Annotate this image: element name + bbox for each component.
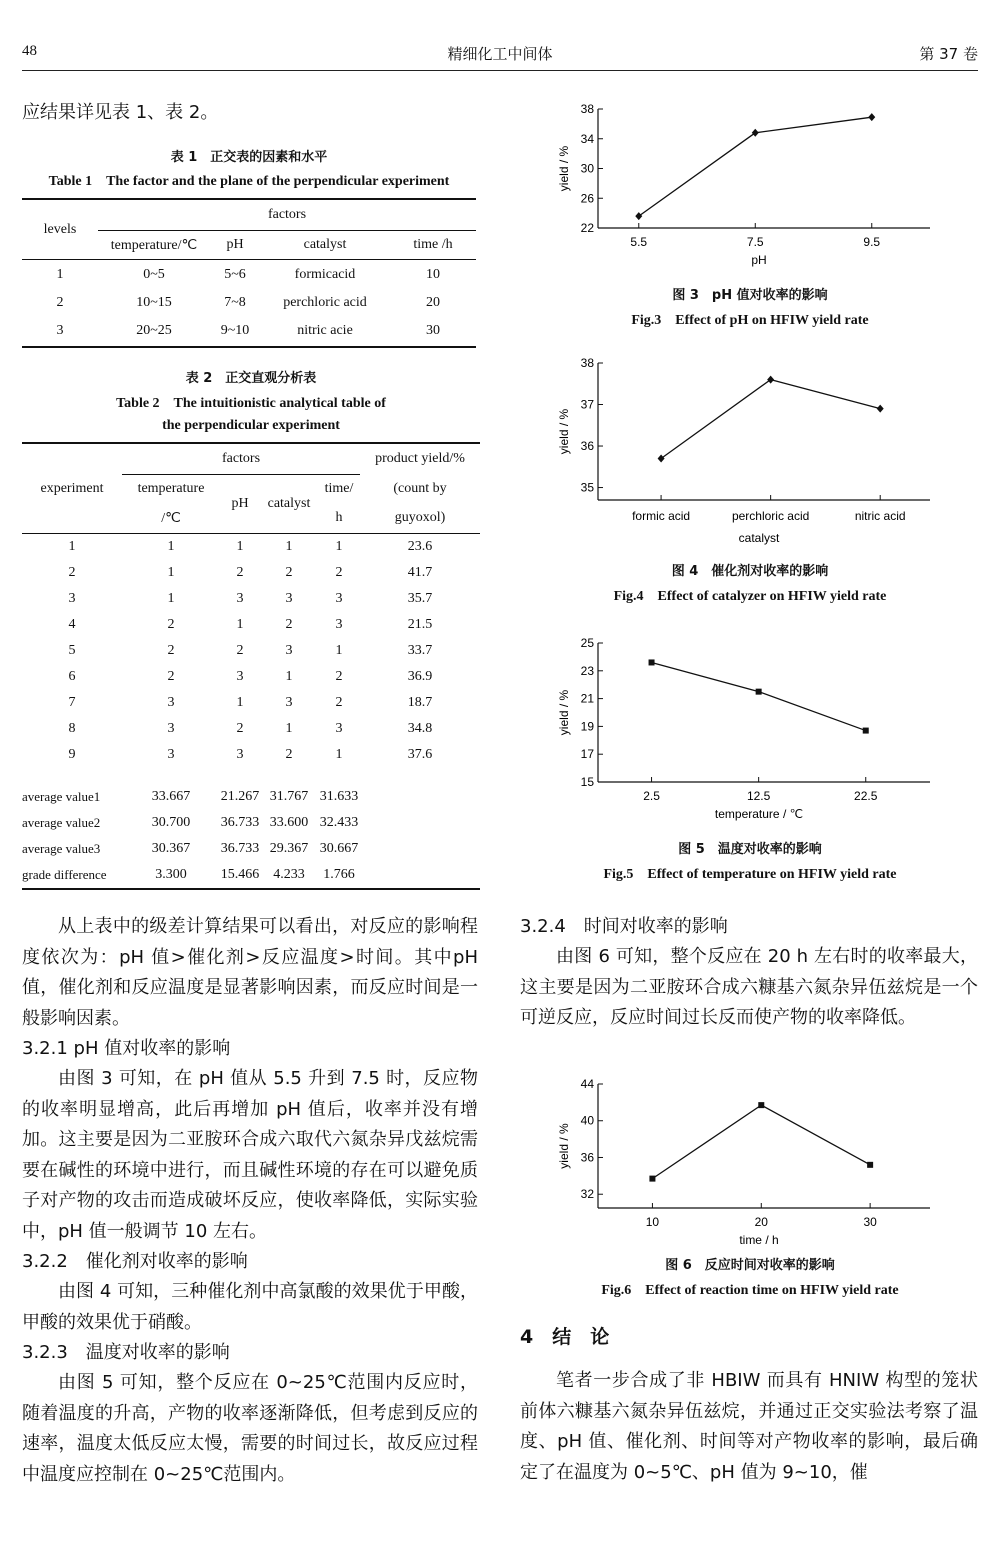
data-point <box>649 1176 655 1182</box>
table2-catalyst-header: catalyst <box>267 496 311 511</box>
table-cell: 1 <box>167 565 175 580</box>
table2-caption-cn: 表 2 正交直观分析表 <box>185 371 317 386</box>
y-tick-label: 26 <box>580 191 594 206</box>
y-tick-label: 44 <box>580 1077 594 1091</box>
data-point <box>868 113 875 121</box>
table-cell: 1 <box>56 267 64 282</box>
y-tick-label: 15 <box>580 775 594 789</box>
table-cell: 33.600 <box>269 815 309 830</box>
x-axis-label: pH <box>751 253 767 267</box>
table-row <box>22 716 480 742</box>
table-cell: 1 <box>236 539 244 554</box>
y-tick-label: 36 <box>580 439 594 454</box>
section-heading-3-2-4: 3.2.4 时间对收率的影响 <box>520 916 728 937</box>
table2-caption-en-2: the perpendicular experiment <box>162 418 340 433</box>
table-cell: 3.300 <box>155 867 187 882</box>
fig3-chart <box>520 100 980 275</box>
table2-ph-header: pH <box>231 496 249 511</box>
table-cell: 2 <box>236 643 244 658</box>
table-cell: perchloric acid <box>283 295 367 310</box>
table2-yield-header-1: product yield/% <box>375 451 465 467</box>
left-column-text <box>22 912 478 1490</box>
table-cell: 41.7 <box>407 565 433 580</box>
y-axis-label: yield / % <box>557 1123 571 1169</box>
table2-body <box>22 534 480 769</box>
y-tick-label: 37 <box>580 397 594 412</box>
table-cell: 1 <box>335 747 343 762</box>
data-point <box>658 454 665 462</box>
table-row <box>22 534 480 561</box>
table-cell: 2 <box>335 565 343 580</box>
x-tick-label: 5.5 <box>630 235 648 249</box>
section-heading-4: 4 结 论 <box>520 1326 610 1348</box>
table-cell: 32.433 <box>319 815 359 830</box>
x-axis-label: time / h <box>739 1233 779 1247</box>
table-cell: 2 <box>285 747 293 762</box>
table-cell: grade difference <box>22 867 107 882</box>
table-row <box>22 316 476 347</box>
table1-col-catalyst: catalyst <box>303 237 347 252</box>
table2-factors-header: factors <box>122 443 360 475</box>
summary-row <box>22 862 480 889</box>
table-cell: 3 <box>335 721 343 736</box>
fig6-caption-en: Fig.6 Effect of reaction time on HFIW yield rate <box>601 1283 899 1298</box>
table-cell: 3 <box>68 591 76 606</box>
table-cell: 3 <box>236 591 244 606</box>
table-cell: 3 <box>236 669 244 684</box>
table-cell: 2 <box>68 565 76 580</box>
table2-time-header-1: time/ <box>324 481 354 496</box>
table-cell: 37.6 <box>407 747 433 762</box>
table-cell: 3 <box>236 747 244 762</box>
data-point <box>635 212 642 220</box>
x-axis-label: catalyst <box>738 531 780 545</box>
table1-col-temperature: temperature/℃ <box>110 237 198 253</box>
fig4-caption-en: Fig.4 Effect of catalyzer on HFIW yield rate <box>613 589 887 604</box>
section-heading-3-2-2: 3.2.2 催化剂对收率的影响 <box>22 1251 248 1272</box>
page-number: 48 <box>22 43 37 59</box>
table-cell: 36.9 <box>407 669 433 684</box>
x-axis-label: temperature / ℃ <box>714 807 804 821</box>
data-point <box>756 689 762 695</box>
table-cell: 20~25 <box>136 323 172 338</box>
x-tick-label: 9.5 <box>863 235 881 249</box>
table-row <box>22 290 476 316</box>
table1-caption-en: Table 1 The factor and the plane of the perpendicular experiment <box>48 174 450 189</box>
table-cell: 3 <box>335 591 343 606</box>
table-cell: 30 <box>426 323 440 338</box>
table-cell: 36.733 <box>220 815 260 830</box>
table-cell: 1 <box>285 721 293 736</box>
table-cell: 2 <box>167 643 175 658</box>
y-tick-label: 40 <box>580 1113 594 1128</box>
y-tick-label: 36 <box>580 1150 594 1165</box>
section-heading-3-2-1: 3.2.1 pH 值对收率的影响 <box>22 1038 231 1059</box>
paragraph: 由图 6 可知，整个反应在 20 h 左右时的收率最大，这主要是因为二亚胺环合成六糠基六氮杂异伍兹烷是一个可逆反应，反应时间过长反而使产物的收率降低。 <box>520 946 978 1028</box>
data-point <box>863 728 869 734</box>
table-row <box>22 260 476 291</box>
fig6-chart <box>520 1072 980 1247</box>
data-point <box>767 376 774 384</box>
right-column-text-bottom <box>520 1322 978 1488</box>
table-cell: 3 <box>167 695 175 710</box>
table-row <box>22 664 480 690</box>
table-cell: average value1 <box>22 789 101 804</box>
fig3-caption-en: Fig.3 Effect of pH on HFIW yield rate <box>631 313 869 328</box>
table2-experiment-header: experiment <box>40 480 104 496</box>
table-row <box>22 638 480 664</box>
table-cell: 10~15 <box>136 295 172 310</box>
y-axis-label: yield / % <box>557 408 571 455</box>
y-tick-label: 34 <box>580 131 594 146</box>
summary-row <box>22 810 480 836</box>
y-axis-label: yield / % <box>557 145 571 192</box>
table1-col-ph: pH <box>226 237 244 252</box>
table-cell: 4.233 <box>273 867 305 882</box>
table-cell: 7 <box>68 695 76 710</box>
table-cell: average value2 <box>22 815 101 830</box>
fig5-caption-en: Fig.5 Effect of temperature on HFIW yield rate <box>603 867 897 882</box>
table-cell: 5 <box>68 643 76 658</box>
table-cell: 31.767 <box>269 789 309 804</box>
volume-label: 第 37 卷 <box>919 45 978 63</box>
table-cell: 30.667 <box>319 841 359 856</box>
table-cell: 36.733 <box>220 841 260 856</box>
table-cell: 1 <box>335 643 343 658</box>
table-cell: 3 <box>167 721 175 736</box>
table-row <box>22 612 480 638</box>
fig5-caption-cn: 图 5 温度对收率的影响 <box>678 842 822 857</box>
table-cell: 3 <box>335 617 343 632</box>
table-cell: 33.667 <box>151 789 191 804</box>
y-tick-label: 38 <box>580 356 594 370</box>
table-cell: 9 <box>68 747 76 762</box>
y-tick-label: 35 <box>580 480 594 495</box>
table-cell-empty <box>360 768 480 810</box>
table-cell: 2 <box>56 295 64 310</box>
fig5-chart <box>520 630 980 830</box>
header-rule <box>22 70 978 71</box>
y-tick-label: 17 <box>580 747 594 762</box>
table1-caption-cn: 表 1 正交表的因素和水平 <box>170 150 328 165</box>
table-cell: 30.367 <box>151 841 191 856</box>
table-cell: 2 <box>236 565 244 580</box>
paragraph: 由图 5 可知，整个反应在 0~25℃范围内反应时，随着温度的升高，产物的收率逐渐降低，但考虑到反应的速率，温度太低反应太慢，需要的时间过长，故反应过程中温度应控制在 0~25℃范围内。 <box>22 1372 478 1485</box>
data-point <box>752 129 759 137</box>
y-tick-label: 38 <box>580 102 594 116</box>
table-cell: 2 <box>167 617 175 632</box>
table-cell: 2 <box>285 565 293 580</box>
right-column-text-top <box>520 912 978 1034</box>
section-heading-3-2-3: 3.2.3 温度对收率的影响 <box>22 1342 230 1363</box>
paragraph: 从上表中的级差计算结果可以看出，对反应的影响程度依次为：pH 值>催化剂>反应温度>时间。其中pH 值，催化剂和反应温度是显著影响因素，而反应时间是一般影响因素。 <box>22 916 478 1029</box>
table-cell: 1 <box>335 539 343 554</box>
table-cell-empty <box>360 862 480 889</box>
y-tick-label: 21 <box>580 691 594 706</box>
y-tick-label: 19 <box>580 719 594 734</box>
table-cell: 10 <box>426 267 440 282</box>
y-tick-label: 25 <box>580 636 594 650</box>
table-cell: average value3 <box>22 841 101 856</box>
table-cell: 2 <box>236 721 244 736</box>
table2-temp-header-2: /℃ <box>161 510 181 526</box>
table-cell: 35.7 <box>407 591 433 606</box>
data-point <box>649 659 655 665</box>
x-tick-label: perchloric acid <box>731 509 810 523</box>
table-cell: 1 <box>285 669 293 684</box>
data-point <box>758 1102 764 1108</box>
y-tick-label: 30 <box>580 161 594 176</box>
x-tick-label: nitric acid <box>854 509 906 523</box>
table1-factors-header: factors <box>98 199 476 231</box>
table-cell: formicacid <box>294 267 356 282</box>
series-line <box>652 1105 870 1178</box>
fig6-caption-cn: 图 6 反应时间对收率的影响 <box>665 1258 835 1273</box>
table-cell: 2 <box>335 695 343 710</box>
x-tick-label: 7.5 <box>746 235 764 249</box>
table-cell: 1 <box>285 539 293 554</box>
data-point <box>877 405 884 413</box>
x-tick-label: 22.5 <box>854 789 878 803</box>
fig3-caption-cn: 图 3 pH 值对收率的影响 <box>672 288 828 303</box>
table2 <box>22 442 480 890</box>
table2-time-header-2: h <box>335 510 343 525</box>
table-row <box>22 560 480 586</box>
table-cell: 3 <box>167 747 175 762</box>
table1-col-time: time /h <box>413 237 453 252</box>
table-cell: 4 <box>68 617 76 632</box>
table-cell: 9~10 <box>220 323 250 338</box>
table-cell: 1.766 <box>323 867 355 882</box>
x-tick-label: 10 <box>645 1215 660 1229</box>
table-cell: 1 <box>167 539 175 554</box>
table-cell: 1 <box>68 539 76 554</box>
summary-row <box>22 768 480 810</box>
table-row <box>22 742 480 768</box>
table-cell: 3 <box>285 695 293 710</box>
table2-yield-header-2: (count by <box>393 480 447 496</box>
table-cell: 2 <box>335 669 343 684</box>
table-cell: 21.267 <box>220 789 260 804</box>
table2-caption-en-1: Table 2 The intuitionistic analytical table of <box>116 396 386 411</box>
y-tick-label: 32 <box>580 1187 594 1202</box>
table-cell: nitric acie <box>297 323 353 338</box>
paragraph: 由图 3 可知，在 pH 值从 5.5 升到 7.5 时，反应物的收率明显增高，此后再增加 pH 值后，收率并没有增加。这主要是因为二亚胺环合成六取代六氮杂异戊兹烷需要在碱性的环境中进行，而且碱性环境的存在可以避免质子对产物的攻击而造成破坏反应，使收率降低，实际实验中，pH 值一般调节 10 左右。 <box>22 1068 478 1242</box>
table-cell: 3 <box>285 591 293 606</box>
table-cell: 7~8 <box>224 295 246 310</box>
table-cell: 3 <box>285 643 293 658</box>
table-cell: 1 <box>236 617 244 632</box>
table-cell: 1 <box>236 695 244 710</box>
table-cell: 2 <box>167 669 175 684</box>
table2-yield-header-3: guyoxol) <box>394 510 446 525</box>
fig4-chart <box>520 350 980 555</box>
table-cell: 0~5 <box>143 267 165 282</box>
paragraph: 笔者一步合成了非 HBIW 而具有 HNIW 构型的笼状前体六糠基六氮杂异伍兹烷，并通过正交实验法考察了温度、pH 值、催化剂、时间等对产物收率的影响，最后确定了在温度为 0~5℃、pH 值为 9~10，催 <box>520 1370 978 1483</box>
table2-summary <box>22 768 480 889</box>
table2-temp-header-1: temperature <box>137 481 205 496</box>
x-tick-label: formic acid <box>632 509 691 523</box>
table-cell: 2 <box>285 617 293 632</box>
x-tick-label: 12.5 <box>746 789 771 803</box>
fig4-caption-cn: 图 4 催化剂对收率的影响 <box>671 564 829 579</box>
table-cell: 34.8 <box>407 721 433 736</box>
table-cell: 8 <box>68 721 76 736</box>
table-cell: 29.367 <box>269 841 309 856</box>
journal-title: 精细化工中间体 <box>447 45 553 63</box>
table-cell: 18.7 <box>407 695 433 710</box>
y-axis-label: yield / % <box>557 689 571 736</box>
table-cell: 33.7 <box>407 643 433 658</box>
table-cell-empty <box>360 836 480 862</box>
paragraph: 由图 4 可知，三种催化剂中高氯酸的效果优于甲酸，甲酸的效果优于硝酸。 <box>22 1281 478 1333</box>
table-cell: 23.6 <box>407 539 433 554</box>
y-tick-label: 23 <box>580 663 594 678</box>
intro-line: 应结果详见表 1、表 2。 <box>22 102 219 123</box>
table-cell: 20 <box>426 295 440 310</box>
table1-levels-header: levels <box>43 221 77 237</box>
y-tick-label: 22 <box>580 221 594 235</box>
x-tick-label: 2.5 <box>643 789 660 803</box>
table-row <box>22 690 480 716</box>
table-cell: 5~6 <box>224 267 246 282</box>
table-cell: 3 <box>56 323 64 338</box>
series-line <box>652 662 866 730</box>
table-cell-empty <box>360 810 480 836</box>
table-cell: 31.633 <box>319 789 359 804</box>
x-tick-label: 20 <box>754 1215 768 1229</box>
series-line <box>661 380 880 459</box>
table-cell: 30.700 <box>151 815 191 830</box>
x-tick-label: 30 <box>863 1215 877 1229</box>
table-cell: 15.466 <box>220 867 260 882</box>
table1 <box>22 198 476 348</box>
table-cell: 1 <box>167 591 175 606</box>
table-cell: 6 <box>68 669 76 684</box>
table-row <box>22 586 480 612</box>
summary-row <box>22 836 480 862</box>
table-cell: 21.5 <box>407 617 433 632</box>
data-point <box>867 1162 873 1168</box>
